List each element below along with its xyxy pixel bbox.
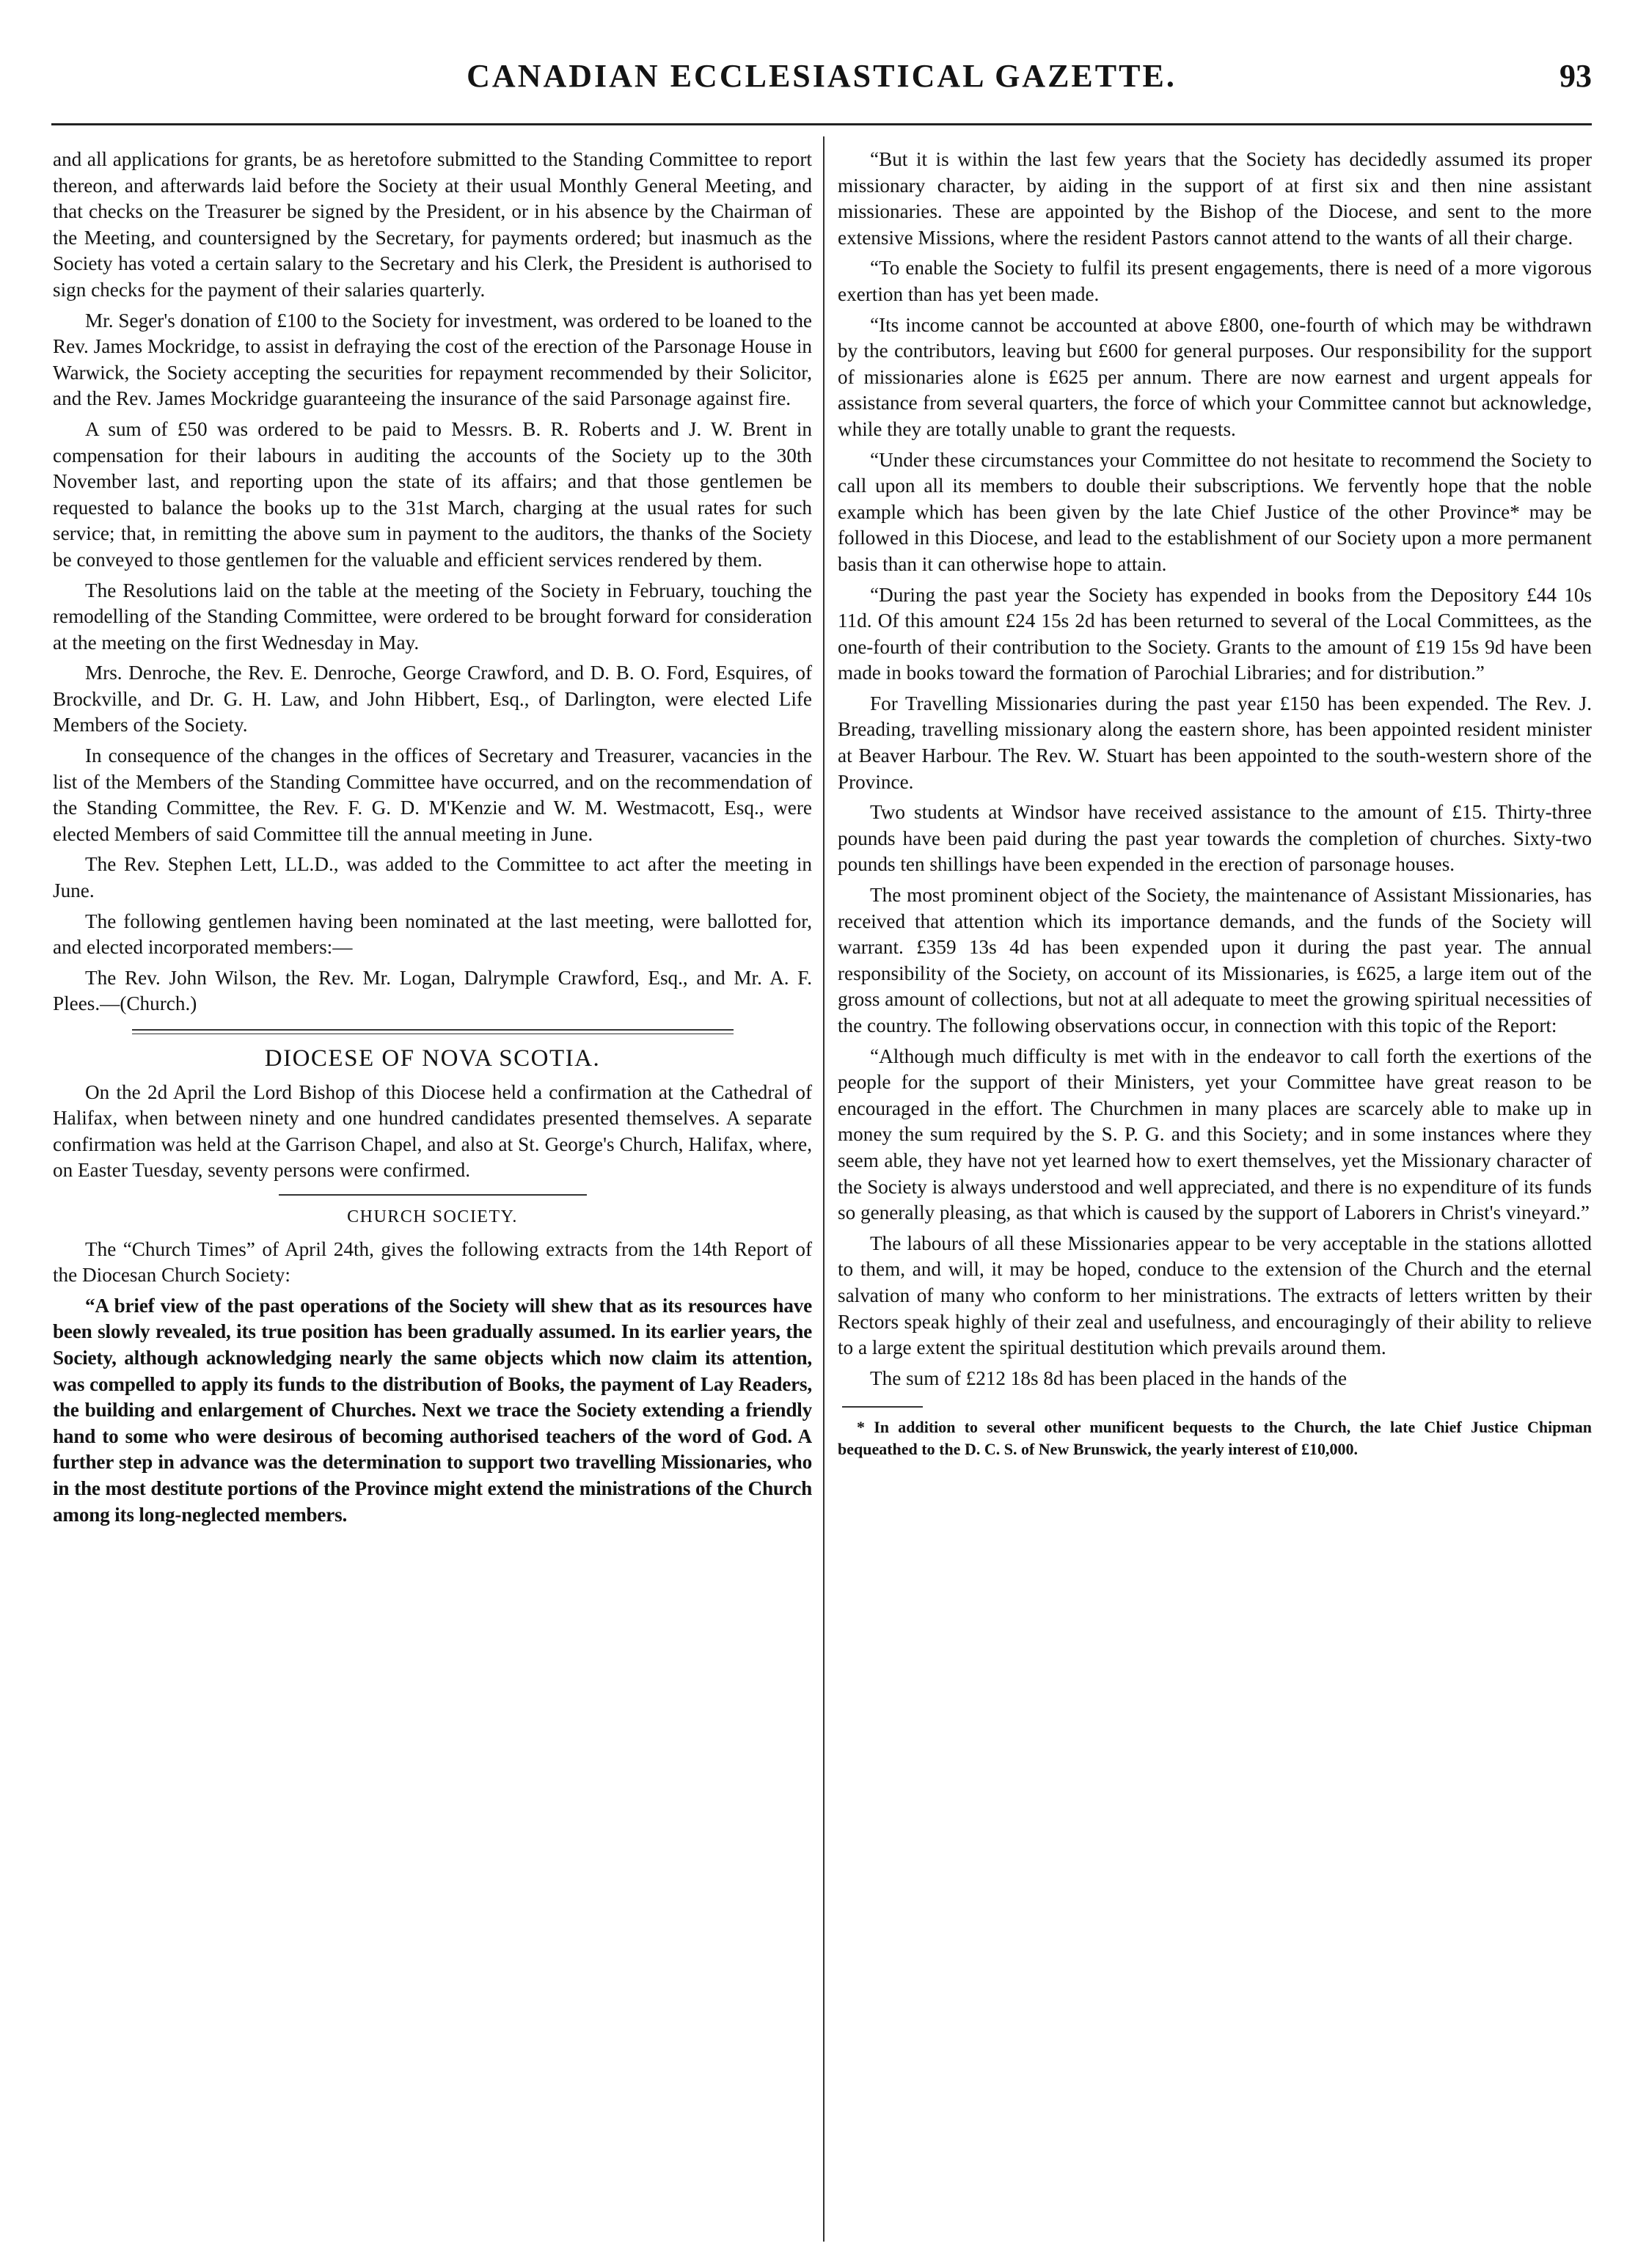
paragraph: The most prominent object of the Society, the maintenance of Assistant Missionaries, has received that attention which its importance demands, and the funds of the Society will warrant. £359 13s 4d has been expended upon it during the past year. The annual responsibility of the Society, on account of its Missionaries, is £625, a large item out of the gross amount of collections, but not at all adequate to meet the growing spiritual necessities of the country. The following observations occur, in connection with this topic of the Report: bbox=[838, 884, 1592, 1036]
paragraph: Mr. Seger's donation of £100 to the Society for investment, was ordered to be loaned to the Rev. James Mockridge, to assist in defraying the cost of the erection of the Parsonage House in Warwick, the Society accepting the securities for repayment recommended by their Solicitor, and the Rev. James Mockridge guaranteeing the insurance of the said Parsonage against fire. bbox=[53, 309, 812, 410]
paragraph: “But it is within the last few years that the Society has decidedly assumed its proper missionary character, by aiding in the support of at first six and then nine assistant missionaries. These are appointed by the Bishop of the Diocese, and sent to the more extensive Missions, where the resident Pastors cannot attend to the wants of all their charge. bbox=[838, 148, 1592, 249]
paragraph: and all applications for grants, be as heretofore submitted to the Standing Committee to report thereon, and afterwards laid before the Society at their usual Monthly General Meeting, and that checks on the Treasurer be signed by the President, or in his absence by the Chairman of the Meeting, and countersigned by the Secretary, for payments ordered; but inasmuch as the Society has voted a certain salary to the Secretary and his Clerk, the President is authorised to sign checks for the payment of their salaries quarterly. bbox=[53, 148, 812, 301]
paragraph: The Rev. John Wilson, the Rev. Mr. Logan, Dalrymple Crawford, Esq., and Mr. A. F. Plees.—(Church.) bbox=[53, 966, 812, 1015]
paragraph: The Resolutions laid on the table at the meeting of the Society in February, touching the remodelling of the Standing Committee, were ordered to be brought forward for consideration at the meeting on the first Wednesday in May. bbox=[53, 579, 812, 654]
subsection-heading: CHURCH SOCIETY. bbox=[347, 1207, 518, 1226]
right-column bbox=[838, 147, 1592, 1460]
paragraph: “Although much difficulty is met with in the endeavor to call forth the exertions of the people for the support of their Ministers, yet your Committee have great reason to be encouraged in the effort. The Churchmen in many places are scarcely able to make up in money the sum required by the S. P. G. and this Society; and in some instances where they seem able, they have not yet learned how to exert themselves, yet the Missionary character of the Society is always understood and well appreciated, and there is no expenditure of its funds so generally pleasing, as that which is caused by the support of Laborers in Christ's vineyard.” bbox=[838, 1045, 1592, 1224]
footnote-rule bbox=[842, 1406, 923, 1408]
paragraph: Mrs. Denroche, the Rev. E. Denroche, George Crawford, and D. B. O. Ford, Esquires, of Brockville, and Dr. G. H. Law, and John Hibbert, Esq., of Darlington, were elected Life Members of the Society. bbox=[53, 662, 812, 736]
subsection-rule bbox=[279, 1194, 587, 1196]
section-heading: DIOCESE OF NOVA SCOTIA. bbox=[264, 1045, 601, 1072]
paragraph: “During the past year the Society has expended in books from the Depository £44 10s 11d. Of this amount £24 15s 2d has been returned to several of the Local Committees, as the one-fourth of their contribution to the Society. Grants to the amount of £19 15s 9d have been made in books toward the formation of Parochial Libraries; and for distribution.” bbox=[838, 583, 1592, 684]
column-divider bbox=[823, 136, 824, 2242]
paragraph: The sum of £212 18s 8d has been placed in the hands of the bbox=[870, 1367, 1348, 1389]
paragraph: The Rev. Stephen Lett, LL.D., was added to the Committee to act after the meeting in June. bbox=[53, 853, 812, 902]
footnote: * In addition to several other munificent bequests to the Church, the late Chief Justice Chipman bequeathed to the D. C. S. of New Brunswick, the yearly interest of £10,000. bbox=[838, 1418, 1592, 1459]
header-rule bbox=[51, 123, 1592, 125]
paragraph: The labours of all these Missionaries appear to be very acceptable in the stations allotted to them, and will, it may be hoped, conduce to the extension of the Church and the eternal salvation of many who conform to her ministrations. The extracts of letters written by their Rectors speak highly of their zeal and usefulness, and encouragingly of their ability to relieve to a large extent the spiritual destitution which prevails around them. bbox=[838, 1232, 1592, 1359]
paragraph: In consequence of the changes in the offices of Secretary and Treasurer, vacancies in the list of the Members of the Standing Committee have occurred, and on the recommendation of the Standing Committee, the Rev. F. G. D. M'Kenzie and W. M. Westmacott, Esq., were elected Members of said Committee till the annual meeting in June. bbox=[53, 745, 812, 845]
page-number: 93 bbox=[1560, 58, 1592, 94]
paragraph: The following gentlemen having been nominated at the last meeting, were ballotted for, and elected incorporated members:— bbox=[53, 910, 812, 959]
page-header bbox=[51, 57, 1592, 109]
journal-title: CANADIAN ECCLESIASTICAL GAZETTE. bbox=[467, 58, 1177, 94]
paragraph: For Travelling Missionaries during the past year £150 has been expended. The Rev. J. Breading, travelling missionary along the eastern shore, has been appointed resident minister at Beaver Harbour. The Rev. W. Stuart has been appointed to the south-western shore of the Province. bbox=[838, 692, 1592, 793]
paragraph: “To enable the Society to fulfil its present engagements, there is need of a more vigorous exertion than has yet been made. bbox=[838, 257, 1592, 305]
left-column bbox=[53, 147, 812, 1528]
section-rule bbox=[132, 1029, 734, 1034]
paragraph: The “Church Times” of April 24th, gives the following extracts from the 14th Report of the Diocesan Church Society: bbox=[53, 1237, 812, 1287]
paragraph: On the 2d April the Lord Bishop of this Diocese held a confirmation at the Cathedral of Halifax, when between ninety and one hundred candidates presented themselves. A separate confirmation was held at the Garrison Chapel, and also at St. George's Church, Halifax, where, on Easter Tuesday, seventy persons were confirmed. bbox=[53, 1080, 812, 1182]
paragraph: “A brief view of the past operations of the Society will shew that as its resources have been slowly revealed, its true position has been gradually assumed. In its earlier years, the Society, although acknowledging nearly the same objects which now claim its attention, was compelled to apply its funds to the distribution of Books, the payment of Lay Readers, the building and enlargement of Churches. Next we trace the Society extending a friendly hand to some who were desirous of becoming authorised teachers of the word of God. A further step in advance was the determination to support two travelling Missionaries, who in the most destitute portions of the Province might extend the ministrations of the Church among its long-neglected members. bbox=[53, 1294, 812, 1526]
paragraph: Two students at Windsor have received assistance to the amount of £15. Thirty-three pounds have been paid during the past year towards the completion of churches. Sixty-two pounds ten shillings have been expended in the erection of parsonage houses. bbox=[838, 801, 1592, 876]
paragraph: “Under these circumstances your Committee do not hesitate to recommend the Society to call upon all its members to double their subscriptions. We fervently hope that the noble example which has been given by the late Chief Justice of the other Province* may be followed in this Diocese, and lead to the establishment of our Society upon a more permanent basis than it can otherwise hope to attain. bbox=[838, 448, 1592, 575]
paragraph: A sum of £50 was ordered to be paid to Messrs. B. R. Roberts and J. W. Brent in compensation for their labours in auditing the accounts of the Society up to the 30th November last, and reporting upon the state of its affairs; and that those gentlemen be requested to balance the books up to the 31st March, charging at the usual rates for such service; that, in remitting the above sum in payment to the auditors, the thanks of the Society be conveyed to those gentlemen for the valuable and efficient services rendered by them. bbox=[53, 417, 812, 571]
paragraph: “Its income cannot be accounted at above £800, one-fourth of which may be withdrawn by the contributors, leaving but £600 for general purposes. Our responsibility for the support of missionaries alone is £625 per annum. There are now earnest and urgent appeals for assistance from several quarters, the force of which your Committee cannot but acknowledge, while they are totally unable to grant the requests. bbox=[838, 313, 1592, 440]
